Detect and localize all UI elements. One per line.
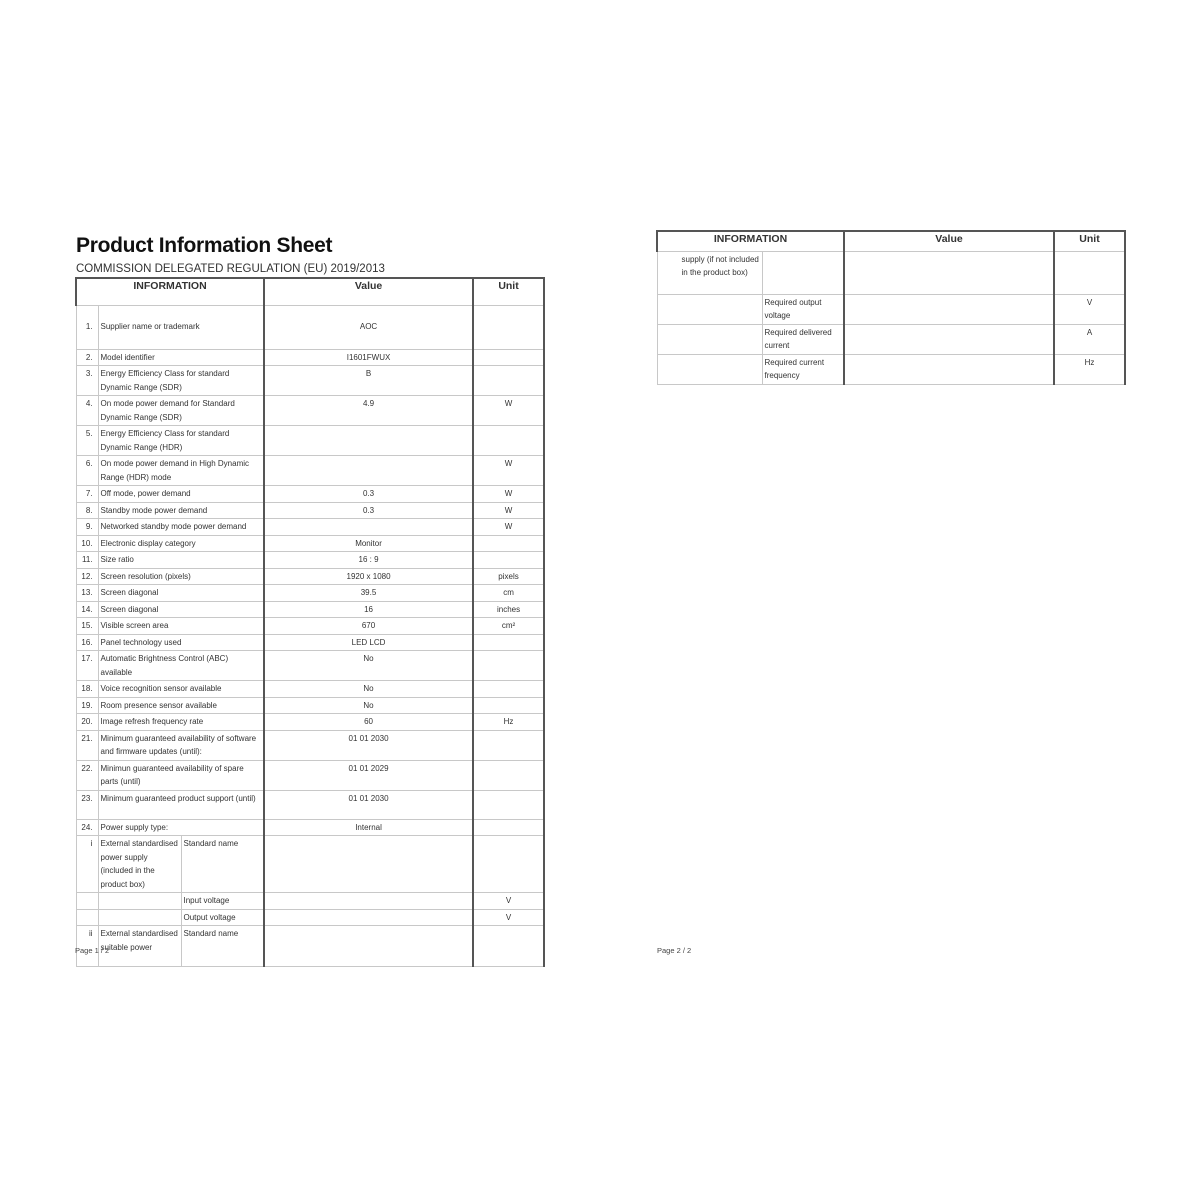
row-blank [657,294,762,324]
table-row [76,305,544,349]
row-label: Minimum guaranteed availability of software and firmware updates (until): [98,730,264,760]
table-row [76,552,544,569]
row-value [264,456,473,486]
row-number: 4. [76,396,98,426]
psu-i-output-unit: V [473,909,544,926]
row-unit [473,651,544,681]
row-value: 01 01 2030 [264,790,473,819]
page-1 [75,230,543,967]
header-unit: Unit [473,278,544,305]
row-value [844,354,1054,384]
table-row [76,634,544,651]
row-number: 16. [76,634,98,651]
table-header-row [76,278,544,305]
row-unit: A [1054,324,1125,354]
row-number: 20. [76,714,98,731]
row-unit [473,426,544,456]
row-label: Required output voltage [762,294,844,324]
row-unit: W [473,456,544,486]
row-unit [473,305,544,349]
row-label: Minimun guaranteed availability of spare parts (until) [98,760,264,790]
row-label: Room presence sensor available [98,697,264,714]
row-label: Required delivered current [762,324,844,354]
row-unit: inches [473,601,544,618]
row-label: Panel technology used [98,634,264,651]
table-row [76,819,544,836]
row-label: Off mode, power demand [98,486,264,503]
row-label: Supplier name or trademark [98,305,264,349]
psu-ii-continued-unit [1054,251,1125,294]
table-row [76,456,544,486]
page-2-footer: Page 2 / 2 [657,946,692,955]
row-number: 17. [76,651,98,681]
row-unit: Hz [473,714,544,731]
row-value: 1920 x 1080 [264,568,473,585]
row-label: Power supply type: [98,819,264,836]
page-title: Product Information Sheet [76,234,333,257]
row-number: 15. [76,618,98,635]
row-number: 9. [76,519,98,536]
row-number: 12. [76,568,98,585]
row-label: Networked standby mode power demand [98,519,264,536]
row-number: 11. [76,552,98,569]
psu-i-input-value [264,893,473,910]
row-blank [657,354,762,384]
row-value: 39.5 [264,585,473,602]
table-row [76,426,544,456]
table-row [76,760,544,790]
row-value: No [264,651,473,681]
table-row [657,251,1125,294]
psu-section [76,836,544,967]
table-header-row [657,231,1125,251]
row-unit: cm [473,585,544,602]
table-row [76,926,544,967]
row-number: 13. [76,585,98,602]
table-row [657,354,1125,384]
psu-ii-continued-blank [762,251,844,294]
row-number: 23. [76,790,98,819]
row-value [844,324,1054,354]
psu-i-blank [98,893,181,910]
psu-i-standard-value [264,836,473,893]
header-information: INFORMATION [657,231,844,251]
product-info-table [75,277,545,967]
psu-i-input-unit: V [473,893,544,910]
row-unit: W [473,396,544,426]
row-number: 2. [76,349,98,366]
row-value: 670 [264,618,473,635]
row-unit [473,819,544,836]
table-row [76,697,544,714]
row-number: 24. [76,819,98,836]
table-row [76,349,544,366]
row-value: No [264,681,473,698]
header-value: Value [844,231,1054,251]
row-unit: V [1054,294,1125,324]
table-body [657,294,1125,384]
psu-i-label: External standardised power supply (included in the product box) [98,836,181,893]
row-number: 1. [76,305,98,349]
psu-i-marker: i [76,836,98,893]
row-value: 01 01 2030 [264,730,473,760]
row-unit [473,349,544,366]
row-unit [473,552,544,569]
header-information: INFORMATION [76,278,264,305]
row-value [264,519,473,536]
row-value [844,294,1054,324]
row-number: 8. [76,502,98,519]
row-label: Automatic Brightness Control (ABC) available [98,651,264,681]
row-unit: W [473,519,544,536]
row-number: 7. [76,486,98,503]
row-number: 10. [76,535,98,552]
row-label: Voice recognition sensor available [98,681,264,698]
row-label: On mode power demand for Standard Dynamic Range (SDR) [98,396,264,426]
table-row [76,366,544,396]
row-value: 60 [264,714,473,731]
psu-ii-continued-value [844,251,1054,294]
table-row [76,714,544,731]
table-row [76,730,544,760]
table-row [76,618,544,635]
psu-ii-standard-value [264,926,473,967]
page-2 [656,230,1124,385]
row-value: 01 01 2029 [264,760,473,790]
row-blank [657,324,762,354]
psu-ii-standard-name: Standard name [181,926,264,967]
row-value: 0.3 [264,502,473,519]
row-unit [473,760,544,790]
row-value: LED LCD [264,634,473,651]
table-row [76,909,544,926]
page-1-footer: Page 1 / 2 [75,946,110,955]
row-number: 14. [76,601,98,618]
row-value: 4.9 [264,396,473,426]
row-value: B [264,366,473,396]
row-unit [473,697,544,714]
psu-i-output-voltage: Output voltage [181,909,264,926]
row-value: 16 [264,601,473,618]
row-label: Visible screen area [98,618,264,635]
table-row [76,893,544,910]
row-number: 21. [76,730,98,760]
row-label: Required current frequency [762,354,844,384]
row-label: Screen diagonal [98,585,264,602]
row-unit: Hz [1054,354,1125,384]
header-value: Value [264,278,473,305]
table-row [76,535,544,552]
psu-ii-standard-unit [473,926,544,967]
row-label: Energy Efficiency Class for standard Dynamic Range (HDR) [98,426,264,456]
table-row [76,585,544,602]
table-row [76,519,544,536]
table-row [76,790,544,819]
row-label: Size ratio [98,552,264,569]
row-number: 6. [76,456,98,486]
row-label: Screen diagonal [98,601,264,618]
product-info-table-continued [656,230,1126,385]
psu-ii-label: External standardised suitable power [98,926,181,967]
row-value: AOC [264,305,473,349]
psu-ii-marker: ii [76,926,98,967]
row-unit [473,681,544,698]
row-unit: cm² [473,618,544,635]
psu-i-input-voltage: Input voltage [181,893,264,910]
table-row [76,502,544,519]
row-label: On mode power demand in High Dynamic Range (HDR) mode [98,456,264,486]
row-unit [473,366,544,396]
table-row [76,486,544,503]
regulation-subtitle: COMMISSION DELEGATED REGULATION (EU) 2019/2013 [76,263,385,275]
row-label: Standby mode power demand [98,502,264,519]
row-unit: W [473,502,544,519]
table-row [76,651,544,681]
table-body [76,305,544,836]
table-row [76,396,544,426]
psu-ii-continued-label: supply (if not included in the product box) [657,251,762,294]
row-value: No [264,697,473,714]
header-unit: Unit [1054,231,1125,251]
row-unit: W [473,486,544,503]
row-label: Model identifier [98,349,264,366]
row-number: 19. [76,697,98,714]
row-number: 18. [76,681,98,698]
row-label: Minimum guaranteed product support (until) [98,790,264,819]
row-unit: pixels [473,568,544,585]
psu-i-standard-name: Standard name [181,836,264,893]
row-number: 3. [76,366,98,396]
row-label: Screen resolution (pixels) [98,568,264,585]
row-value: Monitor [264,535,473,552]
row-value: I1601FWUX [264,349,473,366]
table-row [657,324,1125,354]
table-row [76,681,544,698]
psu-i-blank [76,893,98,910]
table-row [657,294,1125,324]
row-value [264,426,473,456]
row-label: Energy Efficiency Class for standard Dynamic Range (SDR) [98,366,264,396]
row-unit [473,535,544,552]
row-unit [473,730,544,760]
row-unit [473,634,544,651]
row-value: Internal [264,819,473,836]
psu-i-output-value [264,909,473,926]
psu-i-blank [98,909,181,926]
row-label: Image refresh frequency rate [98,714,264,731]
row-number: 5. [76,426,98,456]
table-row [76,836,544,893]
row-value: 16 : 9 [264,552,473,569]
psu-i-blank [76,909,98,926]
table-row [76,601,544,618]
table-row [76,568,544,585]
psu-i-standard-unit [473,836,544,893]
row-unit [473,790,544,819]
row-number: 22. [76,760,98,790]
row-label: Electronic display category [98,535,264,552]
row-value: 0.3 [264,486,473,503]
